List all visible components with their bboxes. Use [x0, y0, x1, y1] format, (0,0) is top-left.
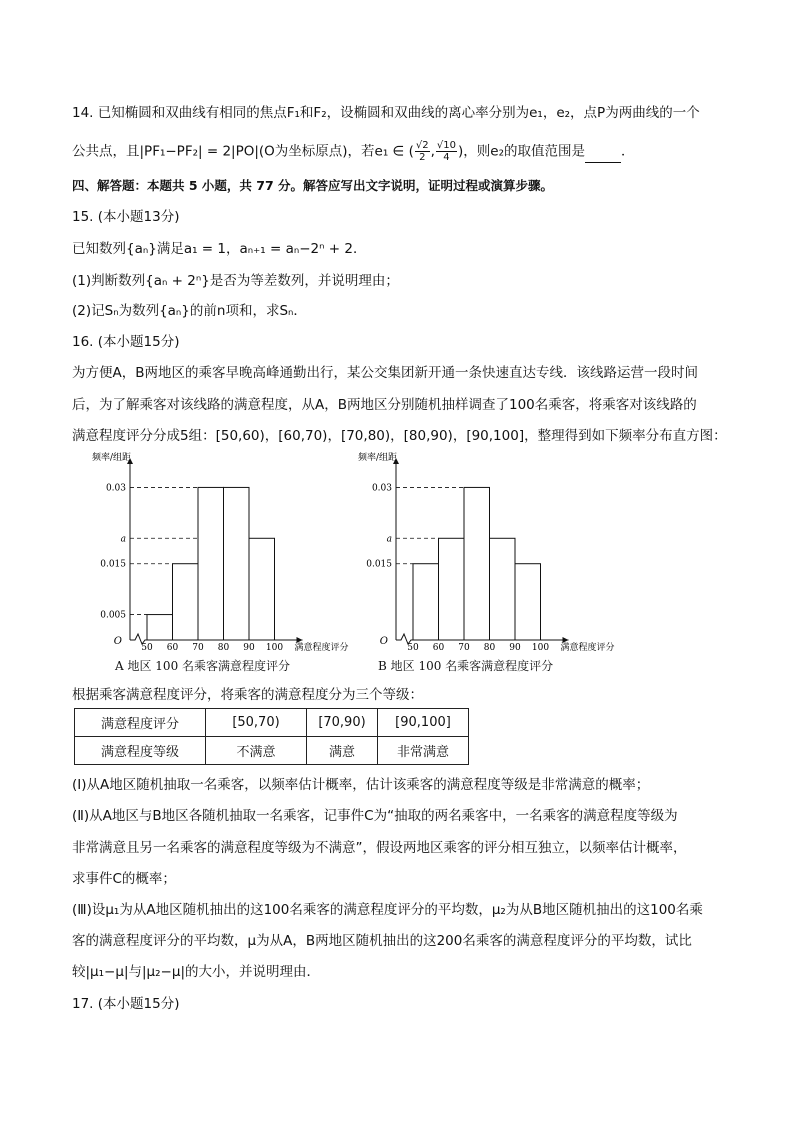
table-row: [75, 709, 469, 737]
chart-b-y-label: 频率/组距: [358, 453, 398, 463]
fraction-upper-denominator: 4: [443, 152, 450, 163]
chart-a-x-tick-label: 50: [141, 643, 153, 653]
table-cell: 满意程度评分: [75, 709, 206, 737]
chart-b-bar: [464, 487, 490, 640]
chart-b-x-tick-label: 80: [483, 643, 496, 653]
chart-b-bar: [490, 538, 516, 640]
fraction-lower-numerator: √2: [415, 140, 429, 151]
chart-a-x-tick-label: 90: [243, 643, 255, 653]
table-cell: [50,70): [206, 709, 307, 737]
chart-b-x-tick-label: 90: [509, 643, 521, 653]
chart-b-y-tick-label: a: [386, 534, 392, 545]
chart-a-bar: [224, 487, 250, 640]
chart-b-bar: [439, 538, 465, 640]
fraction-lower-denominator: 2: [419, 152, 426, 163]
q15-part2: (2)记Sₙ为数列{aₙ}的前n项和，求Sₙ．: [72, 303, 307, 319]
chart-a-x-tick-label: 80: [217, 643, 230, 653]
q16-part3-line2: 客的满意程度评分的平均数，μ为从A，B两地区随机抽出的这200名乘客的满意程度评分的平均数，试比: [72, 933, 692, 949]
chart-a-bar: [198, 487, 224, 640]
chart-a-title: A 地区 100 名乘客满意程度评分: [115, 659, 291, 673]
chart-a-y-tick-label: 0.03: [105, 483, 126, 494]
q16-para-line3: 满意程度评分分成5组：[50,60)，[60,70)，[70,80)，[80,90)，[90,100]，整理得到如下频率分布直方图：: [72, 428, 727, 444]
table-cell: 满意: [307, 737, 378, 765]
q16-para-line2: 后，为了解乘客对该线路的满意程度，从A，B两地区分别随机抽样调查了100名乘客，将乘客对该线路的: [72, 397, 697, 413]
q14-line2-middle: )，则e₂的取值范围是: [458, 143, 586, 160]
table-cell: [70,90): [307, 709, 378, 737]
q16-part1: (Ⅰ)从A地区随机抽取一名乘客，以频率估计概率，估计该乘客的满意程度等级是非常满意的概率；: [72, 777, 650, 793]
q16-part3-line3: 较|μ₁−μ|与|μ₂−μ|的大小，并说明理由．: [72, 964, 320, 980]
q16-part2-line2: 非常满意且另一名乘客的满意程度等级为不满意”，假设两地区乘客的评分相互独立，以频率估计概率，: [72, 840, 687, 856]
q14-line1: 14. 已知椭圆和双曲线有相同的焦点F₁和F₂，设椭圆和双曲线的离心率分别为e₁，e₂，点P为两曲线的一个: [72, 105, 700, 121]
q14-line2-start: 公共点，且|PF₁−PF₂| = 2|PO|(O为坐标原点)，若e₁ ∈ (: [72, 143, 414, 160]
chart-b-bar: [515, 564, 541, 640]
table-cell: 非常满意: [378, 737, 469, 765]
table-cell: 不满意: [206, 737, 307, 765]
q16-part3-line1: (Ⅲ)设μ₁为从A地区随机抽出的这100名乘客的满意程度评分的平均数，μ₂为从B地区随机抽出的这100名乘: [72, 902, 703, 918]
chart-a-y-label: 频率/组距: [92, 453, 132, 463]
q14-line2: 公共点，且|PF₁−PF₂| = 2|PO|(O为坐标原点)，若e₁ ∈ ( $\frac{√2}{2}$ , $\frac{√10}{4}$ )，则e₂的取值范围是 ．: [72, 140, 635, 163]
chart-a-origin-label: O: [113, 636, 122, 647]
chart-b-x-tick-label: 100: [531, 643, 550, 653]
chart-a-bar: [173, 564, 199, 640]
table-cell: [90,100]: [378, 709, 469, 737]
chart-a-y-tick-label: 0.015: [100, 559, 126, 570]
chart-a-x-label: 满意程度评分: [294, 643, 349, 653]
chart-a-x-tick-label: 100: [265, 643, 284, 653]
chart-a-y-tick-label: 0.005: [100, 610, 126, 621]
q17-header: 17. (本小题15分): [72, 996, 180, 1012]
chart-b-y-tick-label: 0.03: [371, 483, 392, 494]
chart-a-x-tick-label: 60: [166, 643, 179, 653]
q16-header: 16. (本小题15分): [72, 334, 180, 350]
table-cell: 满意程度等级: [75, 737, 206, 765]
chart-a-x-tick-label: 70: [192, 643, 204, 653]
section-four-heading: 四、解答题：本题共 5 小题，共 77 分。解答应写出文字说明，证明过程或演算步骤。: [72, 178, 554, 193]
chart-a-bar: [147, 615, 173, 640]
q15-stem: 已知数列{aₙ}满足a₁ = 1，aₙ₊₁ = aₙ−2ⁿ + 2．: [72, 241, 367, 257]
chart-b-bar: [413, 564, 439, 640]
chart-b-x-label: 满意程度评分: [560, 643, 615, 653]
histogram-region-b: [338, 452, 618, 657]
satisfaction-level-table: [74, 708, 469, 765]
chart-b-title: B 地区 100 名乘客满意程度评分: [378, 659, 554, 673]
chart-b-x-tick-label: 50: [407, 643, 419, 653]
fraction-upper: [436, 140, 457, 163]
table-row: [75, 737, 469, 765]
chart-b-x-tick-label: 60: [432, 643, 445, 653]
q15-header: 15. (本小题13分): [72, 209, 180, 225]
fraction-lower: [415, 140, 430, 163]
q14-line2-end: ．: [621, 143, 635, 160]
q16-levels-intro: 根据乘客满意程度评分，将乘客的满意程度分为三个等级：: [72, 687, 423, 703]
chart-b-x-tick-label: 70: [458, 643, 470, 653]
answer-blank: [585, 148, 621, 163]
q15-part1: (1)判断数列{aₙ + 2ⁿ}是否为等差数列，并说明理由；: [72, 273, 399, 289]
fraction-upper-numerator: √10: [436, 140, 457, 151]
q16-part2-line3: 求事件C的概率；: [72, 871, 176, 887]
histogram-region-a: [72, 452, 349, 657]
chart-a-y-tick-label: a: [120, 534, 126, 545]
q16-part2-line1: (Ⅱ)从A地区与B地区各随机抽取一名乘客，记事件C为“抽取的两名乘客中，一名乘客的满意程度等级为: [72, 808, 678, 824]
chart-a-bar: [249, 538, 275, 640]
chart-b-origin-label: O: [379, 636, 388, 647]
chart-b-y-tick-label: 0.015: [366, 559, 392, 570]
q16-para-line1: 为方便A，B两地区的乘客早晚高峰通勤出行，某公交集团新开通一条快速直达专线．该线路运营一段时间: [72, 365, 698, 381]
